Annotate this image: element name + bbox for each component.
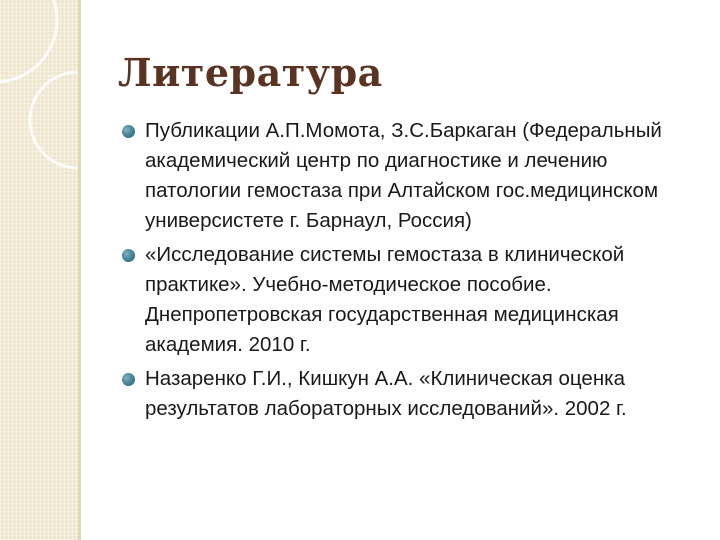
decorative-circles-graphic xyxy=(0,0,78,540)
reference-list xyxy=(120,116,690,428)
list-item xyxy=(120,364,690,424)
bullet-icon xyxy=(122,125,135,138)
list-item-text: «Исследование системы гемостаза в клинической практике». Учебно-методическое пособие. Днепропетровская государственная медицинская академия. 2010 г. xyxy=(145,243,625,356)
decorative-side-panel xyxy=(0,0,78,540)
bullet-icon xyxy=(122,249,135,262)
list-item-text: Назаренко Г.И., Кишкун А.А. «Клиническая оценка результатов лабораторных исследований». 2002 г. xyxy=(145,367,627,420)
side-panel-edge xyxy=(78,0,81,540)
bullet-icon xyxy=(122,373,135,386)
list-item-text: Публикации А.П.Момота, З.С.Баркаган (Федеральный академический центр по диагностике и лечению патологии гемостаза при Алтайском гос.медицинском универсистете г. Барнаул, Россия) xyxy=(145,119,662,232)
slide-title: Литература xyxy=(118,50,383,95)
list-item xyxy=(120,116,690,236)
list-item xyxy=(120,240,690,360)
